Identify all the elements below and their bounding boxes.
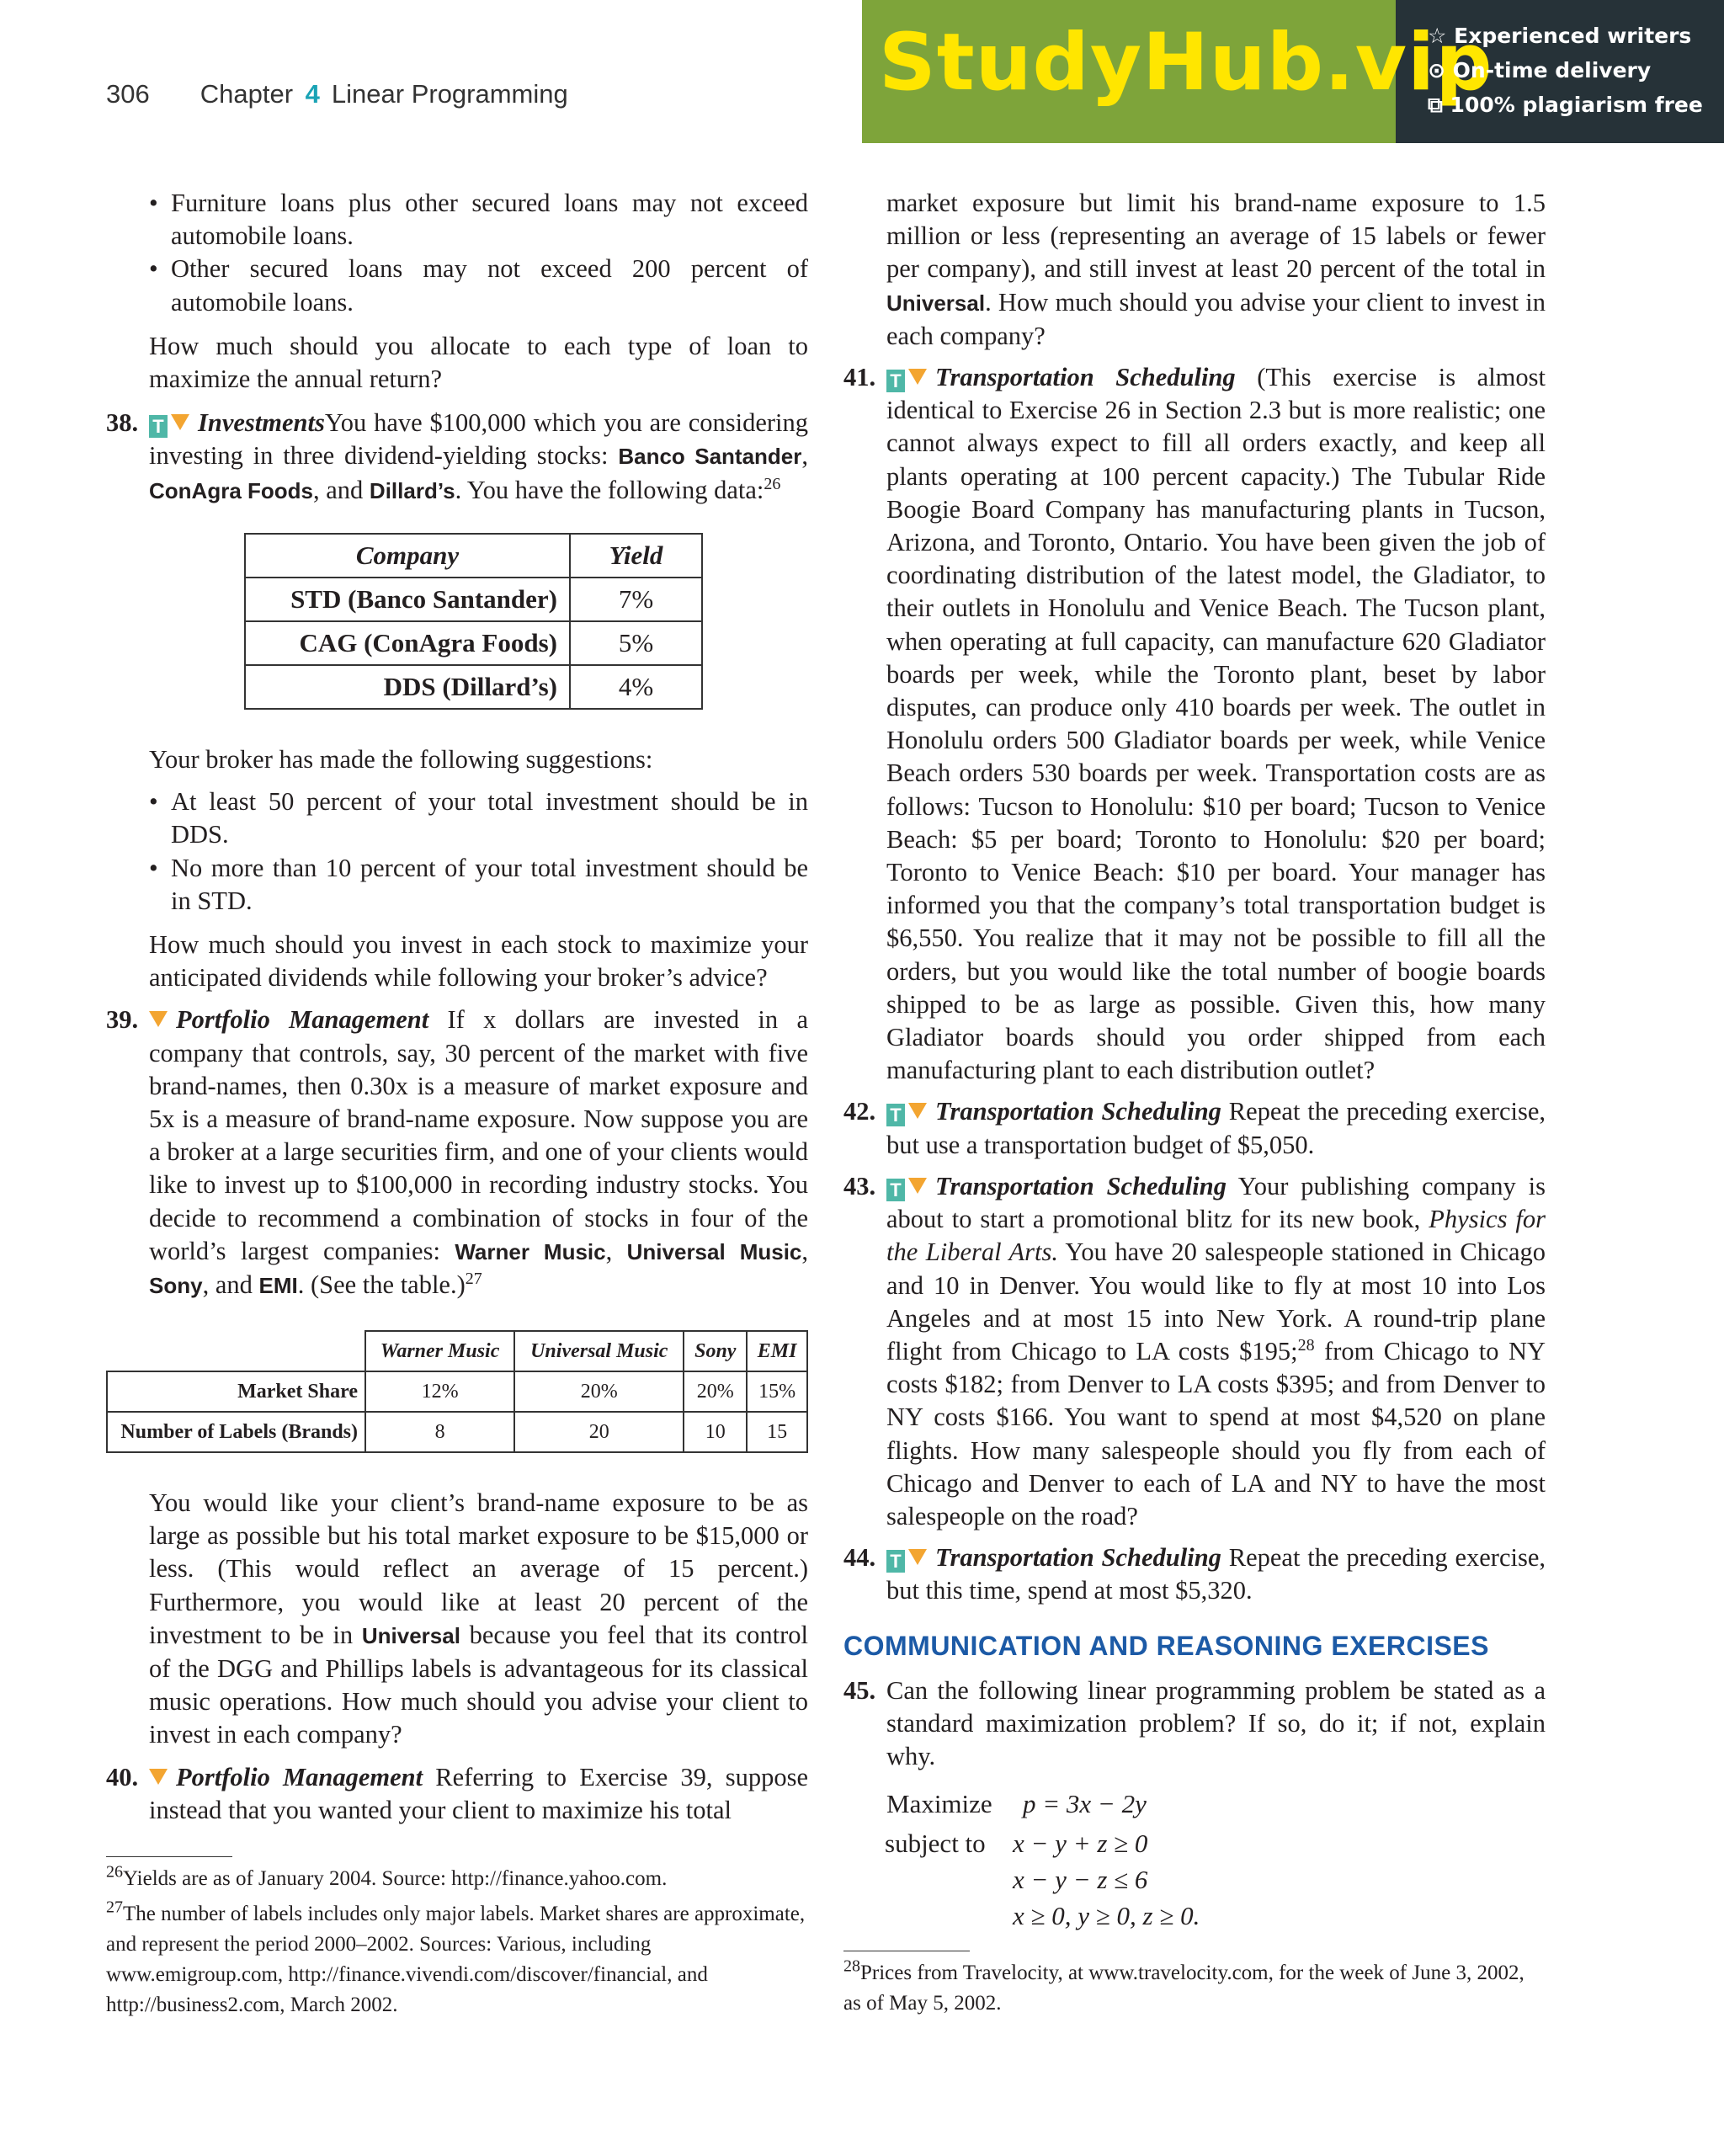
banner-feature-writers: ☆ Experienced writers <box>1428 24 1692 48</box>
table-row <box>245 665 702 709</box>
footnote-ref: 28 <box>1297 1335 1315 1355</box>
exercise-text: because you feel that its control of the DGG and Phillips labels is advantageous for its classical music operations. How much should you advise your client to invest in each company? <box>149 1620 809 1749</box>
footnote-rule <box>106 1856 232 1857</box>
company-name: EMI <box>258 1273 298 1299</box>
studyhub-banner[interactable] <box>862 0 1724 143</box>
table-cell: 20% <box>684 1371 747 1412</box>
banner-feature-plagiarism: ⧉ 100% plagiarism free <box>1428 93 1703 117</box>
exercise-title: Transportation Scheduling <box>935 363 1236 392</box>
footnote-number: 26 <box>106 1862 123 1882</box>
footnote-number: 28 <box>843 1956 860 1976</box>
difficulty-triangle-icon <box>149 1011 168 1027</box>
table-row <box>245 578 702 621</box>
exercise-number: 40. <box>106 1762 139 1791</box>
market-share-table <box>106 1330 808 1453</box>
exercise-43 <box>843 1170 1546 1533</box>
difficulty-triangle-icon <box>908 369 927 385</box>
bullet-item: • At least 50 percent of your total investment should be in DDS. <box>106 785 808 851</box>
table-cell: 15 <box>747 1412 807 1452</box>
section-heading: COMMUNICATION AND REASONING EXERCISES <box>843 1630 1489 1661</box>
broker-intro: Your broker has made the following suggestions: <box>149 745 653 774</box>
exercise-text: You have $100,000 which you are considering investing in three dividend-yielding stocks: <box>149 408 808 471</box>
company-name: Universal <box>361 1622 460 1648</box>
table-row <box>245 621 702 665</box>
exercise-number: 41. <box>843 363 876 392</box>
ex39-paragraph <box>106 1487 808 1752</box>
footnotes-right <box>843 1958 1546 2019</box>
exercise-text: Can the following linear programming problem be stated as a standard maximization problem? If so, do it; if not, explain why. <box>886 1675 1546 1771</box>
table-cell: 7% <box>570 578 702 621</box>
exercise-40 <box>106 1761 808 1827</box>
subject-to-label: subject to <box>885 1829 986 1858</box>
difficulty-triangle-icon <box>908 1103 927 1119</box>
table-row <box>107 1412 807 1452</box>
exercise-number: 42. <box>843 1097 876 1126</box>
exercise-title: Transportation Scheduling <box>935 1097 1221 1126</box>
footnote-text: The number of labels includes only major labels. Market shares are approximate, and represent the period 2000–2002. Sources: Various, including www.emigroup.com, http://finance.vivendi.com/discover/financial, and http://business2.com, March 2002. <box>106 1903 806 2016</box>
table-cell: 20% <box>514 1371 684 1412</box>
footnote <box>106 1899 808 2020</box>
exercise-title: Transportation Scheduling <box>935 1543 1221 1573</box>
exercise-45 <box>843 1674 1546 1774</box>
difficulty-triangle-icon <box>149 1769 168 1785</box>
company-name: Warner Music <box>455 1238 606 1264</box>
table-cell: 8 <box>365 1412 514 1452</box>
table-header: Company <box>245 534 570 578</box>
constraint: x − y − z ≤ 6 <box>1013 1865 1148 1894</box>
company-name: Banco Santander <box>618 444 802 470</box>
footnote-ref: 26 <box>764 474 781 493</box>
exercise-text: Repeat the preceding exercise, but this time, spend at most $5,320. <box>886 1543 1546 1605</box>
table-cell: 12% <box>365 1371 514 1412</box>
footnote-text: Yields are as of January 2004. Source: http://finance.yahoo.com. <box>123 1867 668 1890</box>
company-name: Sony <box>149 1273 203 1299</box>
studyhub-logo[interactable]: StudyHub.vip <box>879 17 1493 109</box>
exercise-title: Investments <box>198 408 325 438</box>
exercise-text: (This exercise is almost identical to Exercise 26 in Section 2.3 but is more realistic; one cannot always expect to fill all orders exactly, and keep all plants operating at 100 percent capacity.) The Tubular Ride Boogie Board Company has manufacturing plants in Tucson, Arizona, and Toronto, Ontario. You have been given the job of coordinating distribution of the latest model, the Gladiator, to their outlets in Honolulu and Venice Beach. The Tucson plant, when operating at full capacity, can manufacture 620 Gladiator boards per week, while the Toronto plant, beset by labor disputes, can produce only 410 boards per week. The outlet in Honolulu orders 500 Gladiator boards per week, while Venice Beach orders 530 boards per week. Transportation costs are as follows: Tucson to Honolulu: $10 per board; Tucson to Venice Beach: $5 per board; Toronto to Honolulu: $20 per board; Toronto to Venice Beach: $10 per board. Your manager has informed you that the company’s total transportation budget is $6,550. You realize that it may not be possible to fill all the orders, but you would like the total number of boogie boards shipped to be as large as possible. Given this, how many Gladiator boards should you order shipped from each manufacturing plant to each distribution outlet? <box>886 363 1546 1085</box>
constraint: x ≥ 0, y ≥ 0, z ≥ 0. <box>1013 1901 1200 1930</box>
ex37-question: How much should you allocate to each type of loan to maximize the annual return? <box>149 331 808 394</box>
exercise-text: (See the table.) <box>310 1270 466 1300</box>
exercise-39: 39. Portfolio Management If x dollars are invested in a company that controls, say, 30 percent of the market with five brand-names, then 0.30x is a measure of market exposure and 5x is a measure of brand-name exposure. Now suppose you are a broker at a large securities firm, and one of your clients would like to invest up to $100,000 in recording industry stocks. You decide to recommend a combination of stocks in four of the world’s largest companies: Warner Music, Universal Music, Sony, and EMI. (See the table.)$^{27}$ <box>106 1005 808 1300</box>
ex38-question: How much should you invest in each stock to maximize your anticipated dividends while following your broker’s advice? <box>149 930 808 993</box>
exercise-number: 45. <box>843 1675 876 1705</box>
banner-feature-delivery: ⊙ On-time delivery <box>1428 58 1652 83</box>
bullet-item: • Other secured loans may not exceed 200 percent of automobile loans. <box>106 253 808 318</box>
table-header <box>107 1331 365 1371</box>
chapter-number: 4 <box>305 79 320 109</box>
table-cell: CAG (ConAgra Foods) <box>245 621 570 665</box>
objective-function: p = 3x − 2y <box>1023 1789 1147 1818</box>
footnotes-left <box>106 1864 808 2020</box>
running-header <box>106 79 568 109</box>
left-column-top <box>106 187 808 508</box>
table-header: EMI <box>747 1331 807 1371</box>
exercise-number: 39. <box>106 1005 139 1035</box>
company-name: Dillard’s <box>369 477 455 503</box>
constraint: x − y + z ≥ 0 <box>1013 1829 1148 1858</box>
book-title: Physics for the Liberal Arts. <box>886 1205 1546 1267</box>
exercise-text: If x dollars are invested in a company that controls, say, 30 percent of the market with five brand-names, then 0.30x is a measure of market exposure and 5x is a measure of brand-name exposure. Now suppose you are a broker at a large securities firm, and one of your clients would like to invest up to $100,000 in recording industry stocks. You decide to recommend a combination of stocks in four of the world’s largest companies: <box>149 1005 808 1265</box>
table-cell: 20 <box>514 1412 684 1452</box>
footnote-ref: 27 <box>465 1269 482 1288</box>
table-cell: 10 <box>684 1412 747 1452</box>
exercise-38: 38. T InvestmentsYou have $100,000 which you are considering investing in three dividend-yielding stocks: Banco Santander, ConAgra Foods, and Dillard’s. You have the following data:$^{26}$ <box>106 408 809 504</box>
yield-table <box>244 533 703 710</box>
exercise-title: Portfolio Management <box>176 1762 423 1791</box>
exercise-text: You have the following data: <box>466 475 764 504</box>
footnote <box>843 1958 1546 2019</box>
exercise-41 <box>843 361 1546 1087</box>
technology-t-icon: T <box>886 1179 905 1201</box>
exercise-text: Repeat the preceding exercise, but use a transportation budget of $5,050. <box>886 1097 1546 1159</box>
exercise-title: Transportation Scheduling <box>935 1171 1226 1200</box>
difficulty-triangle-icon <box>908 1549 927 1565</box>
ex40-continuation <box>843 187 1546 353</box>
technology-t-icon: T <box>886 370 905 392</box>
footnote <box>106 1864 808 1894</box>
exercise-text: Referring to Exercise 39, suppose instead that you wanted your client to maximize his total <box>149 1762 809 1824</box>
table-cell: Number of Labels (Brands) <box>107 1412 365 1452</box>
table-header: Warner Music <box>365 1331 514 1371</box>
bullet-item: • No more than 10 percent of your total investment should be in STD. <box>106 852 808 918</box>
right-column <box>843 187 1546 1773</box>
exercise-number: 44. <box>843 1543 876 1573</box>
table-cell: DDS (Dillard’s) <box>245 665 570 709</box>
company-name: Universal Music <box>626 1238 802 1264</box>
table-cell: 5% <box>570 621 702 665</box>
table-header: Universal Music <box>514 1331 684 1371</box>
difficulty-triangle-icon <box>171 414 189 430</box>
company-name: Universal <box>886 290 986 316</box>
table-cell: 4% <box>570 665 702 709</box>
exercise-text: Your publishing company is about to start a promotional blitz for its new book, <box>886 1171 1546 1234</box>
exercise-text: . How much should you advise your client to invest in each company? <box>886 287 1546 350</box>
footnote-text: Prices from Travelocity, at www.travelocity.com, for the week of June 3, 2002, as of May 5, 2002. <box>843 1962 1524 2015</box>
chapter-title: Linear Programming <box>331 79 568 109</box>
table-cell: 15% <box>747 1371 807 1412</box>
exercise-number: 43. <box>843 1171 876 1200</box>
table-cell: STD (Banco Santander) <box>245 578 570 621</box>
exercise-text: You would like your client’s brand-name exposure to be as large as possible but his total market exposure to be $15,000 or less. (This would reflect an average of 15 percent.) Furthermore, you would like at least 20 percent of the investment to be in <box>149 1488 808 1649</box>
difficulty-triangle-icon <box>908 1178 927 1194</box>
table-header: Sony <box>684 1331 747 1371</box>
exercise-text: market exposure but limit his brand-name exposure to 1.5 million or less (representing an average of 15 labels or fewer per company), and still invest at least 20 percent of the total in <box>886 189 1546 284</box>
exercise-number: 38. <box>106 408 139 438</box>
left-column-middle <box>106 743 808 1302</box>
technology-t-icon: T <box>149 415 168 438</box>
maximize-label: Maximize <box>886 1789 992 1818</box>
table-cell: Market Share <box>107 1371 365 1412</box>
technology-t-icon: T <box>886 1550 905 1573</box>
exercise-text: from Chicago to NY costs $182; from Denver to LA costs $395; and from Denver to NY costs $166. You want to spend at most $4,520 on plane flights. How many salespeople should you fly from each of Chicago and Denver to each of LA and NY to have the most salespeople on the road? <box>886 1336 1546 1530</box>
table-row <box>107 1371 807 1412</box>
exercise-42 <box>843 1095 1546 1161</box>
chapter-word: Chapter <box>200 79 294 109</box>
exercise-title: Portfolio Management <box>176 1005 429 1035</box>
left-column-bottom <box>106 1487 808 1827</box>
footnote-number: 27 <box>106 1898 123 1917</box>
exercise-44 <box>843 1541 1546 1607</box>
company-name: ConAgra Foods <box>149 477 313 503</box>
page-number: 306 <box>106 79 150 109</box>
bullet-item: • Furniture loans plus other secured loans may not exceed automobile loans. <box>106 187 808 253</box>
exercise-text: You have 20 salespeople stationed in Chicago and 10 in Denver. You would like to fly at most 10 into Los Angeles and at most 15 into New York. A round-trip plane flight from Chicago to LA costs $195; <box>886 1238 1546 1365</box>
table-header: Yield <box>570 534 702 578</box>
technology-t-icon: T <box>886 1104 905 1126</box>
